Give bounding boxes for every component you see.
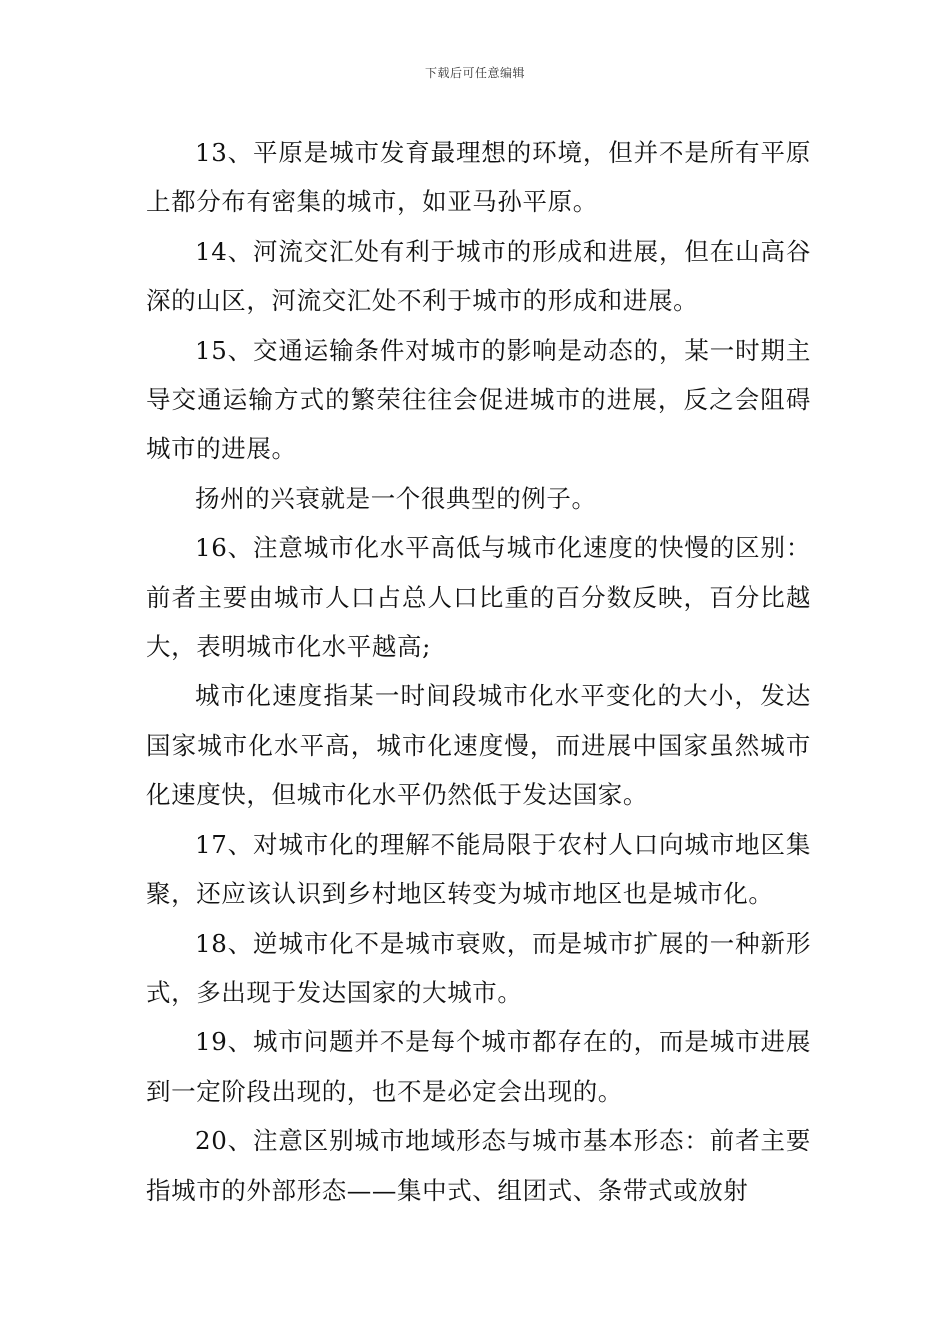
- document-body: [146, 128, 811, 1215]
- paragraph-16-continued: 城市化速度指某一时间段城市化水平变化的大小，发达国家城市化水平高，城市化速度慢，而进展中国家虽然城市化速度快，但城市化水平仍然低于发达国家。: [146, 681, 811, 810]
- paragraph-17: 17、对城市化的理解不能局限于农村人口向城市地区集聚，还应该认识到乡村地区转变为城市地区也是城市化。: [146, 829, 811, 909]
- paragraph-yangzhou: 扬州的兴衰就是一个很典型的例子。: [195, 483, 597, 513]
- page-header: 下载后可任意编辑: [424, 66, 525, 80]
- paragraph-15: 15、交通运输条件对城市的影响是动态的，某一时期主导交通运输方式的繁荣往往会促进城市的进展，反之会阻碍城市的进展。: [146, 335, 811, 464]
- paragraph-19: 19、城市问题并不是每个城市都存在的，而是城市进展到一定阶段出现的，也不是必定会出现的。: [146, 1027, 811, 1106]
- paragraph-13: 13、平原是城市发育最理想的环境，但并不是所有平原上都分布有密集的城市，如亚马孙平原。: [146, 138, 811, 217]
- paragraph-18: 18、逆城市化不是城市衰败，而是城市扩展的一种新形式，多出现于发达国家的大城市。: [146, 928, 811, 1007]
- paragraph-16: 16、注意城市化水平高低与城市化速度的快慢的区别：前者主要由城市人口占总人口比重的百分数反映，百分比越大，表明城市化水平越高;: [146, 533, 811, 662]
- paragraph-14: 14、河流交汇处有利于城市的形成和进展，但在山高谷深的山区，河流交汇处不利于城市的形成和进展。: [146, 236, 811, 316]
- paragraph-20: 20、注意区别城市地域形态与城市基本形态：前者主要指城市的外部形态——集中式、组团式、条带式或放射: [146, 1126, 811, 1205]
